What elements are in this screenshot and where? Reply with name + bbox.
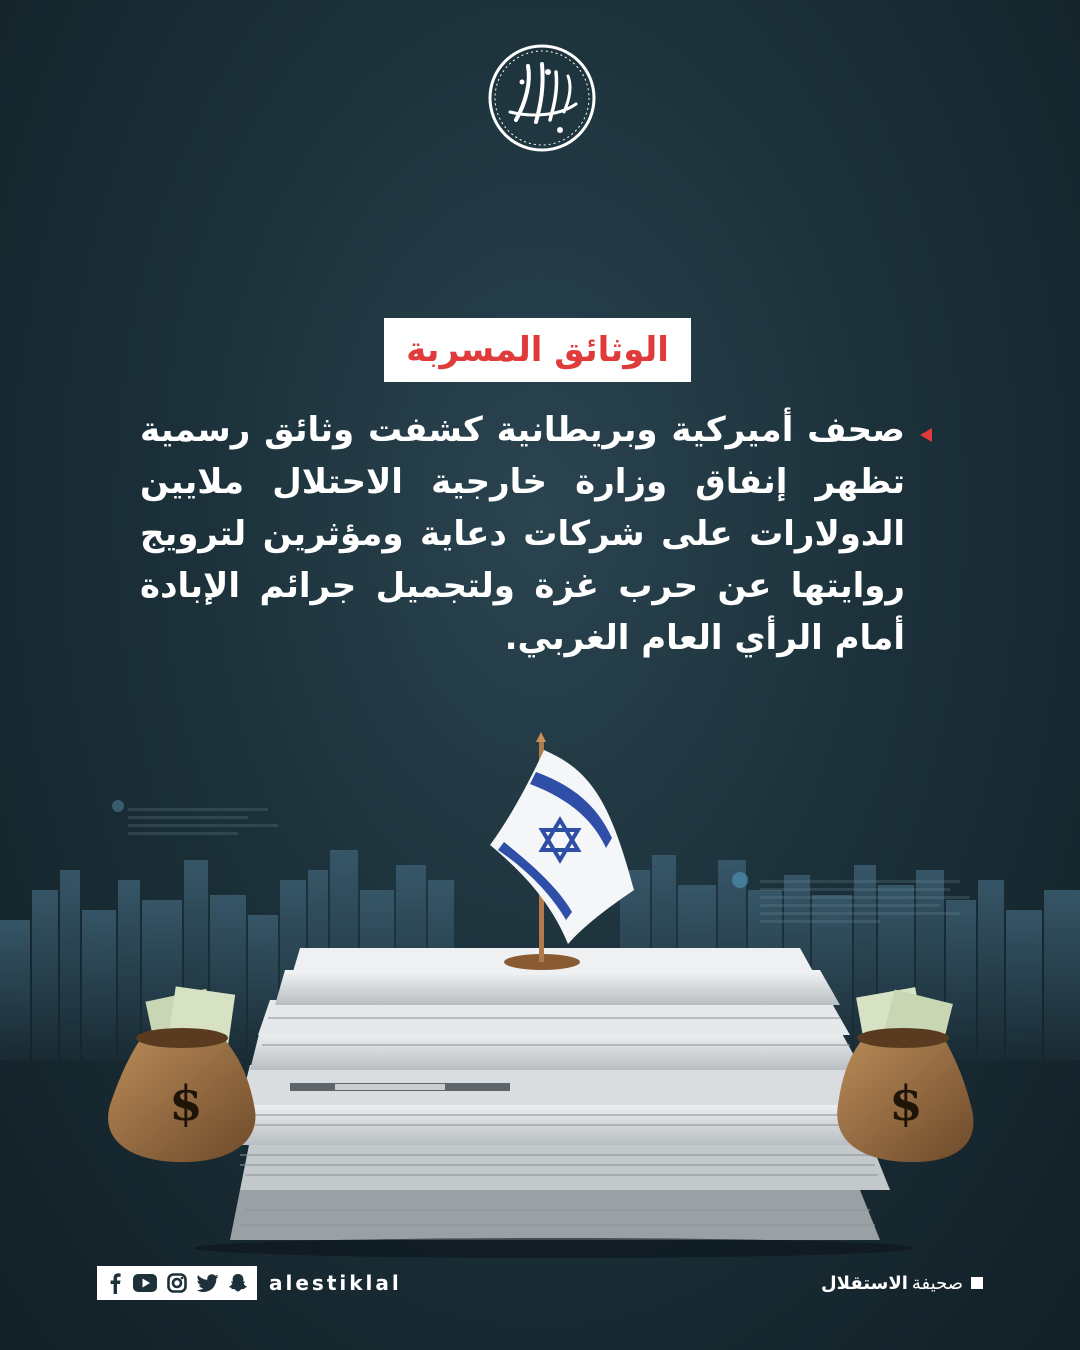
youtube-icon[interactable] — [133, 1274, 157, 1292]
body-paragraph: صحف أميركية وبريطانية كشفت وثائق رسمية تظهر إنفاق وزارة خارجية الاحتلال ملايين الدولارات على شركات دعاية ومؤثرين لترويج روايتها عن حرب غزة ولتجميل جرائم الإبادة أمام الرأي العام الغربي. — [140, 410, 905, 658]
instagram-icon[interactable] — [167, 1273, 187, 1293]
svg-text:$: $ — [889, 1076, 923, 1132]
paper-stack-icon — [220, 948, 890, 1240]
svg-text:$: $ — [169, 1076, 203, 1132]
israel-flag-icon — [490, 732, 634, 970]
brand-prefix: صحيفة — [911, 1272, 963, 1294]
brand-name: الاستقلال — [821, 1272, 908, 1294]
social-icons-box — [97, 1266, 257, 1300]
illustration-scene — [0, 720, 1080, 1260]
brand-square-icon — [971, 1277, 983, 1289]
bullet-triangle-icon — [920, 428, 932, 442]
calligraphy-seal-icon — [486, 42, 598, 154]
footer-brand — [821, 1268, 983, 1298]
headline-box — [384, 318, 691, 382]
snapchat-icon[interactable] — [228, 1273, 248, 1293]
headline: الوثائق المسربة — [406, 330, 669, 370]
twitter-icon[interactable] — [197, 1274, 219, 1292]
facebook-icon[interactable] — [106, 1272, 124, 1294]
footer-social — [97, 1266, 402, 1300]
social-handle: alestiklal — [269, 1271, 402, 1295]
